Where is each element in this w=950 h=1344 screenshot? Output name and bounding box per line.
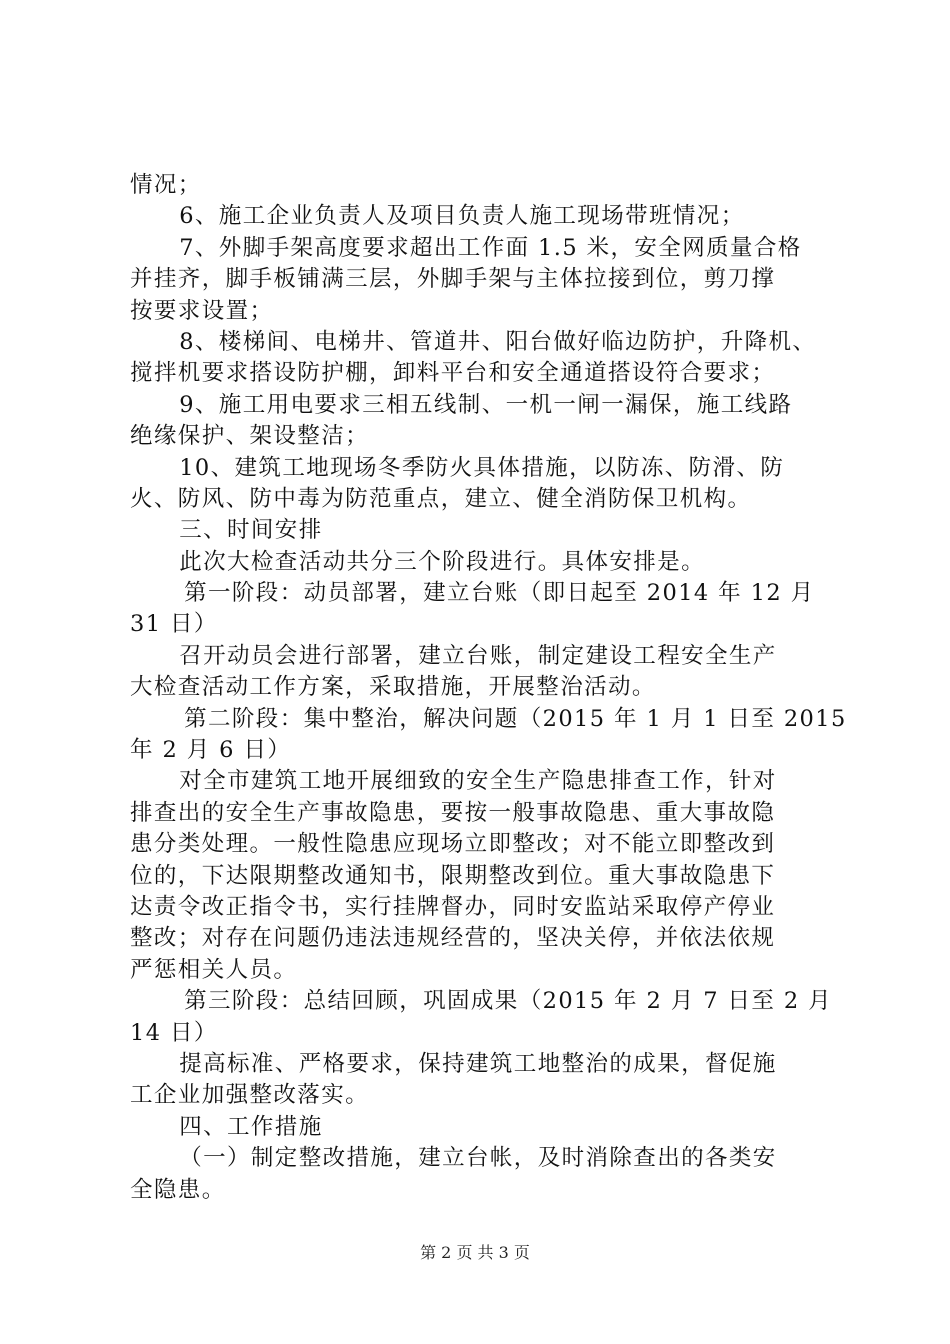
text-line: 年 2 月 6 日） [130, 737, 292, 764]
text-line: 严惩相关人员。 [130, 956, 298, 983]
text-line: 情况； [130, 172, 202, 198]
text-line: 提高标准、严格要求，保持建筑工地整治的成果，督促施 [179, 1050, 777, 1077]
text-line: 14 日） [130, 1019, 218, 1046]
text-line: 四、工作措施 [179, 1113, 323, 1140]
text-line: 第一阶段：动员部署，建立台账（即日起至 2014 年 12 月 [184, 580, 815, 607]
text-line: 按要求设置； [130, 297, 274, 324]
text-line: 召开动员会进行部署，建立台账，制定建设工程安全生产 [179, 642, 777, 669]
text-line: 7、外脚手架高度要求超出工作面 1.5 米，安全网质量合格 [179, 234, 802, 261]
text-line: 全隐患。 [130, 1176, 226, 1203]
document-body [130, 170, 847, 1206]
text-line: 此次大检查活动共分三个阶段进行。具体安排是。 [179, 548, 705, 575]
text-line: 并挂齐，脚手板铺满三层，外脚手架与主体拉接到位，剪刀撑 [130, 266, 776, 293]
text-line: 第三阶段：总结回顾，巩固成果（2015 年 2 月 7 日至 2 月 [184, 988, 832, 1015]
text-line: 排查出的安全生产事故隐患，要按一般事故隐患、重大事故隐 [130, 799, 776, 826]
text-line: 对全市建筑工地开展细致的安全生产隐患排查工作，针对 [179, 768, 777, 795]
text-line: 达责令改正指令书，实行挂牌督办，同时安监站采取停产停业 [130, 893, 776, 920]
text-line: 第二阶段：集中整治，解决问题（2015 年 1 月 1 日至 2015 [184, 705, 847, 732]
text-line: 大检查活动工作方案，采取措施，开展整治活动。 [130, 674, 656, 701]
text-line: 工企业加强整改落实。 [130, 1082, 370, 1109]
text-line: 10、建筑工地现场冬季防火具体措施，以防冻、防滑、防 [179, 454, 785, 481]
text-line: 31 日） [130, 611, 218, 638]
text-line: 位的，下达限期整改通知书，限期整改到位。重大事故隐患下 [130, 862, 776, 889]
text-line: 整改；对存在问题仍违法违规经营的，坚决关停，并依法依规 [130, 925, 776, 952]
text-line: 9、施工用电要求三相五线制、一机一闸一漏保，施工线路 [179, 391, 793, 418]
text-line: （一）制定整改措施，建立台帐，及时消除查出的各类安 [179, 1145, 777, 1172]
text-line: 搅拌机要求搭设防护棚，卸料平台和安全通道搭设符合要求； [130, 360, 776, 387]
text-line: 绝缘保护、架设整洁； [130, 423, 370, 450]
text-line: 6、施工企业负责人及项目负责人施工现场带班情况； [179, 203, 745, 230]
page-footer: 第 2 页 共 3 页 [420, 1243, 530, 1262]
text-line: 火、防风、防中毒为防范重点，建立、健全消防保卫机构。 [130, 485, 752, 512]
text-line: 患分类处理。一般性隐患应现场立即整改；对不能立即整改到 [130, 831, 776, 858]
text-line: 8、楼梯间、电梯井、管道井、阳台做好临边防护，升降机、 [179, 328, 817, 355]
text-line: 三、时间安排 [179, 517, 323, 544]
